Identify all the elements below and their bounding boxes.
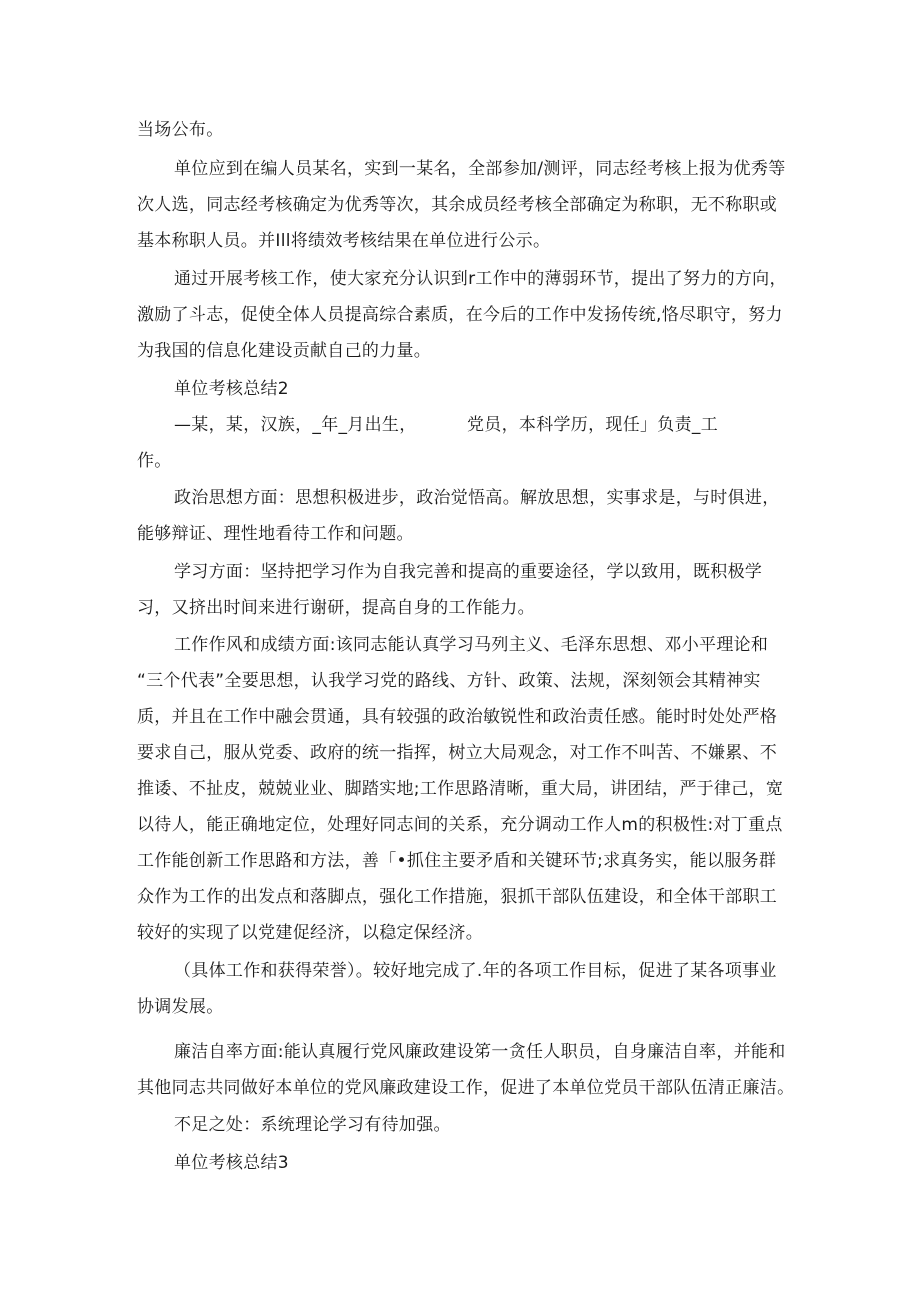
text-line: 廉洁自率方面:能认真履行党风廉政建设笫一贪任人职员，自身廉洁自率，并能和: [174, 1042, 786, 1062]
text-line: 激励了斗志，促使全体人员提高综合素质，在今后的工作中发扬传统,恪尽职守，努力: [137, 305, 783, 325]
text-line: 质，并且在工作中融会贯通，具有较强的政治敏锐性和政治责任感。能时时处处严格: [137, 707, 778, 727]
text-line: 工作能创新工作思路和方法，善「•抓住主要矛盾和关键环节;求真务实，能以服务群: [137, 851, 777, 871]
text-line: 其他同志共同做好本单位的党风廉政建设工作，促进了本单位党员干部队伍清正廉洁。: [137, 1078, 795, 1098]
text-line: “三个代表”全要思想，认我学习党的路线、方针、政策、法规，深刻领会其精神实: [137, 671, 761, 691]
text-line: 作。: [137, 451, 172, 471]
text-line: 次人选，同志经考核确定为优秀等次，其余成员经考核全部确定为称职，无不称职或: [137, 195, 778, 215]
text-line: 当场公布。: [137, 120, 224, 140]
section-heading: 单位考核总结3: [174, 1153, 289, 1173]
section-heading: 单位考核总结2: [174, 379, 289, 399]
text-line: 要求自己，服从党委、政府的统一指挥，树立大局观念，对工作不叫苦、不嫌累、不: [137, 743, 778, 763]
text-line: 习，又挤出时间来进行谢研，提高自身的工作能力。: [137, 598, 535, 618]
text-line: 较好的实现了以党建促经济，以稳定保经济。: [137, 923, 483, 943]
text-line: 单位应到在编人员某名，实到一某名，全部参加/测评，同志经考核上报为优秀等: [174, 159, 786, 179]
text-line: 协调发展。: [137, 997, 224, 1017]
text-line: —某，某，汉族，_年_月出生，: [174, 415, 417, 435]
text-line: 众作为工作的出发点和落脚点，强化工作措施，狠抓干部队伍建设，和全体干部职工: [137, 887, 778, 907]
text-line: 学习方面：坚持把学习作为自我完善和提高的重要途径，学以致用，既积极学: [174, 562, 763, 582]
text-line: 政治思想方面：思想积极进步，政治觉悟高。解放思想，实事求是，与时俱进，: [174, 488, 780, 508]
text-line: 通过开展考核工作，使大家充分认识到r工作中的薄弱环节，提出了努力的方向，: [174, 269, 787, 289]
text-line: 工作作风和成绩方面:该同志能认真学习马列主义、毛泽东思想、邓小平理论和: [174, 635, 769, 655]
text-line: 能够辩证、理性地看待工作和问题。: [137, 524, 414, 544]
text-line: （具体工作和获得荣誉）。较好地完成了.年的各项工作目标，促进了某各项事业: [174, 961, 777, 981]
text-line: 推诿、不扯皮，兢兢业业、脚踏实地;工作思路清晰，重大局，讲团结，严于律己，宽: [137, 779, 784, 799]
text-line: 以待人，能正确地定位，处理好同志间的关系，充分调动工作人m的积极性:对丁重点: [137, 815, 783, 835]
text-line: 基本称职人员。并Ill将绩效考核结果在单位进行公示。: [137, 231, 551, 251]
text-line: 党员，本科学历，现任」负责_工: [467, 415, 718, 435]
text-line: 为我国的信息化建设贡献自己的力量。: [137, 341, 432, 361]
text-line: 不足之处：系统理论学习有待加强。: [174, 1115, 451, 1135]
